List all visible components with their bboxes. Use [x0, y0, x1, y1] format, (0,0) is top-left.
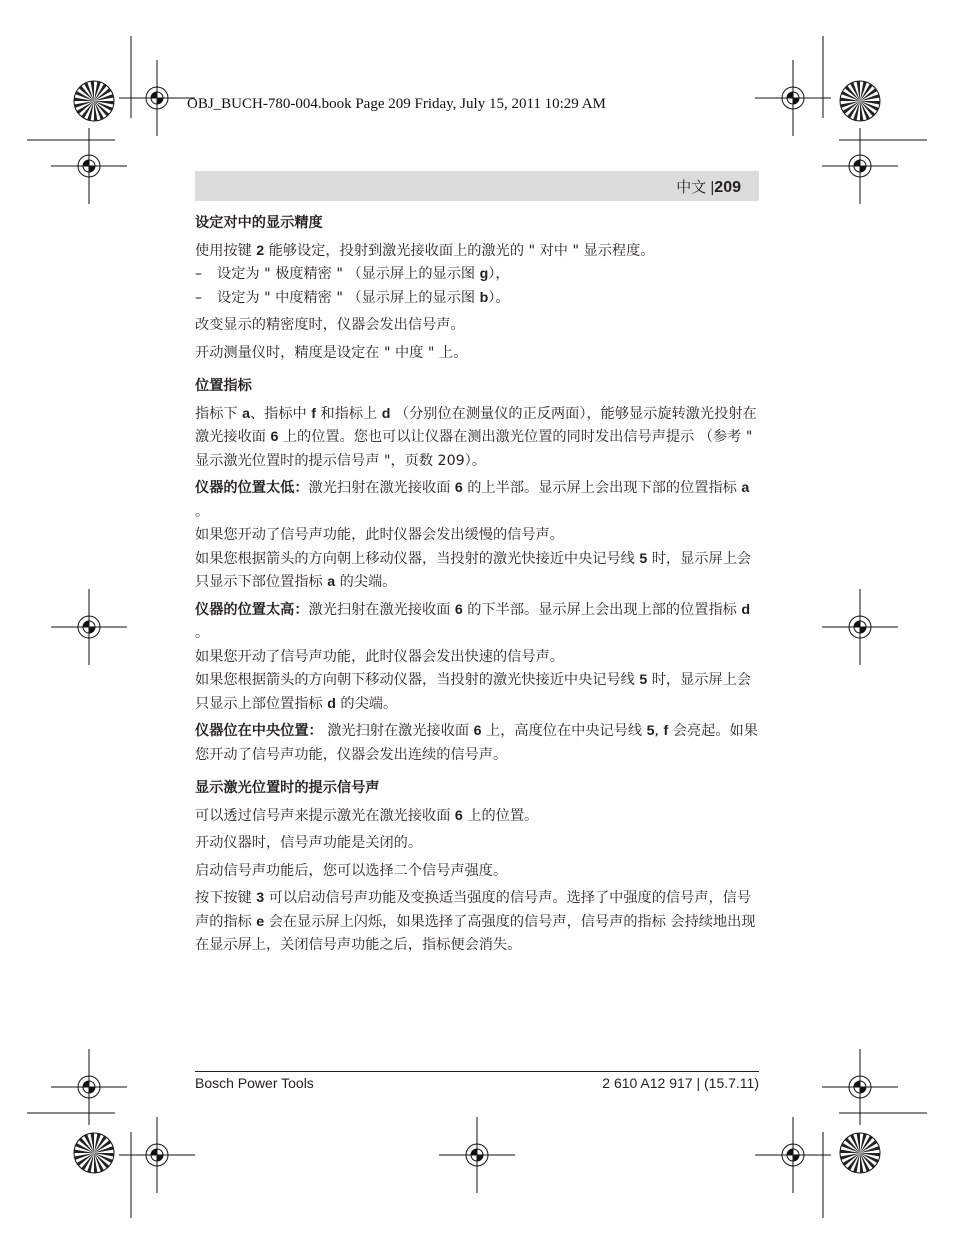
header-language: 中文	[676, 178, 707, 196]
list-item: – 设定为 " 极度精密 " （显示屏上的显示图 g），	[195, 266, 510, 282]
section-title-precision: 设定对中的显示精度	[195, 215, 323, 231]
section-title-position: 位置指标	[195, 378, 252, 394]
starburst-target-icon	[840, 81, 880, 121]
signal-paragraph-4: 按下按键 3 可以启动信号声功能及变换适当强度的信号声。选择了中强度的信号声，信号声的指标 e 会在显示屏上闪烁，如果选择了高强度的信号声，信号声的指标 会持续地出现在显示屏上，关闭信号声功能之后，指标便会消失。	[195, 890, 756, 953]
main-content	[195, 212, 763, 958]
starburst-target-icon	[74, 1133, 114, 1173]
starburst-target-icon	[840, 1133, 880, 1173]
section-title-signal: 显示激光位置时的提示信号声	[195, 780, 380, 796]
position-low-signal: 如果您开动了信号声功能，此时仪器会发出缓慢的信号声。	[195, 527, 564, 543]
registration-mark-icon	[822, 1049, 898, 1125]
position-low-move: 如果您根据箭头的方向朝上移动仪器，当投射的激光快接近中央记号线 5 时，显示屏上会只显示下部位置指标 a 的尖端。	[195, 550, 752, 590]
position-high: 仪器的位置太高：激光扫射在激光接收面 6 的下半部。显示屏上会出现上部的位置指标 d 。	[195, 601, 751, 641]
print-slug: OBJ_BUCH-780-004.book Page 209 Friday, July 15, 2011 10:29 AM	[187, 96, 606, 112]
registration-mark-icon	[755, 60, 831, 136]
position-high-move: 如果您根据箭头的方向朝下移动仪器，当投射的激光快接近中央记号线 5 时，显示屏上会只显示上部位置指标 d 的尖端。	[195, 672, 752, 712]
list-item: – 设定为 " 中度精密 " （显示屏上的显示图 b）。	[195, 289, 510, 306]
starburst-target-icon	[74, 81, 114, 121]
registration-mark-icon	[51, 1049, 127, 1125]
registration-mark-icon	[51, 128, 127, 204]
position-low: 仪器的位置太低：激光扫射在激光接收面 6 的上半部。显示屏上会出现下部的位置指标 a 。	[195, 480, 750, 520]
header-separator: |	[710, 179, 715, 196]
registration-mark-icon	[439, 1117, 515, 1193]
precision-intro: 使用按键 2 能够设定，投射到激光接收面上的激光的 " 对中 " 显示程度。	[195, 242, 655, 259]
registration-mark-icon	[51, 589, 127, 665]
signal-paragraph-3: 启动信号声功能后，您可以选择二个信号声强度。	[195, 862, 508, 879]
position-center: 仪器位在中央位置： 激光扫射在激光接收面 6 上，高度位在中央记号线 5, f 会亮起。如果您开动了信号声功能，仪器会发出连续的信号声。	[195, 723, 758, 763]
precision-paragraph-3: 开动测量仪时，精度是设定在 " 中度 " 上。	[195, 344, 468, 361]
header-label	[676, 176, 741, 197]
footer-brand: Bosch Power Tools	[195, 1075, 314, 1091]
signal-paragraph-2: 开动仪器时，信号声功能是关闭的。	[195, 835, 423, 851]
header-page-number: 209	[714, 179, 741, 196]
position-high-signal: 如果您开动了信号声功能，此时仪器会发出快速的信号声。	[195, 648, 564, 665]
registration-mark-icon	[119, 60, 195, 136]
footer-rule	[195, 1071, 759, 1072]
registration-mark-icon	[822, 589, 898, 665]
registration-mark-icon	[119, 1117, 195, 1193]
page-header	[195, 171, 759, 201]
signal-paragraph-1: 可以透过信号声来提示激光在激光接收面 6 上的位置。	[195, 807, 539, 824]
registration-mark-icon	[755, 1117, 831, 1193]
precision-paragraph-2: 改变显示的精密度时，仪器会发出信号声。	[195, 317, 465, 333]
footer-doc-number: 2 610 A12 917 | (15.7.11)	[602, 1075, 759, 1091]
registration-mark-icon	[822, 128, 898, 204]
position-intro: 指标下 a、指标中 f 和指标上 d （分别位在测量仪的正反两面），能够显示旋转激光投射在激光接收面 6 上的位置。您也可以让仪器在测出激光位置的同时发出信号声提示 （参考 " 显示激光位置时的提示信号声 "，页数 209）。	[195, 405, 757, 469]
